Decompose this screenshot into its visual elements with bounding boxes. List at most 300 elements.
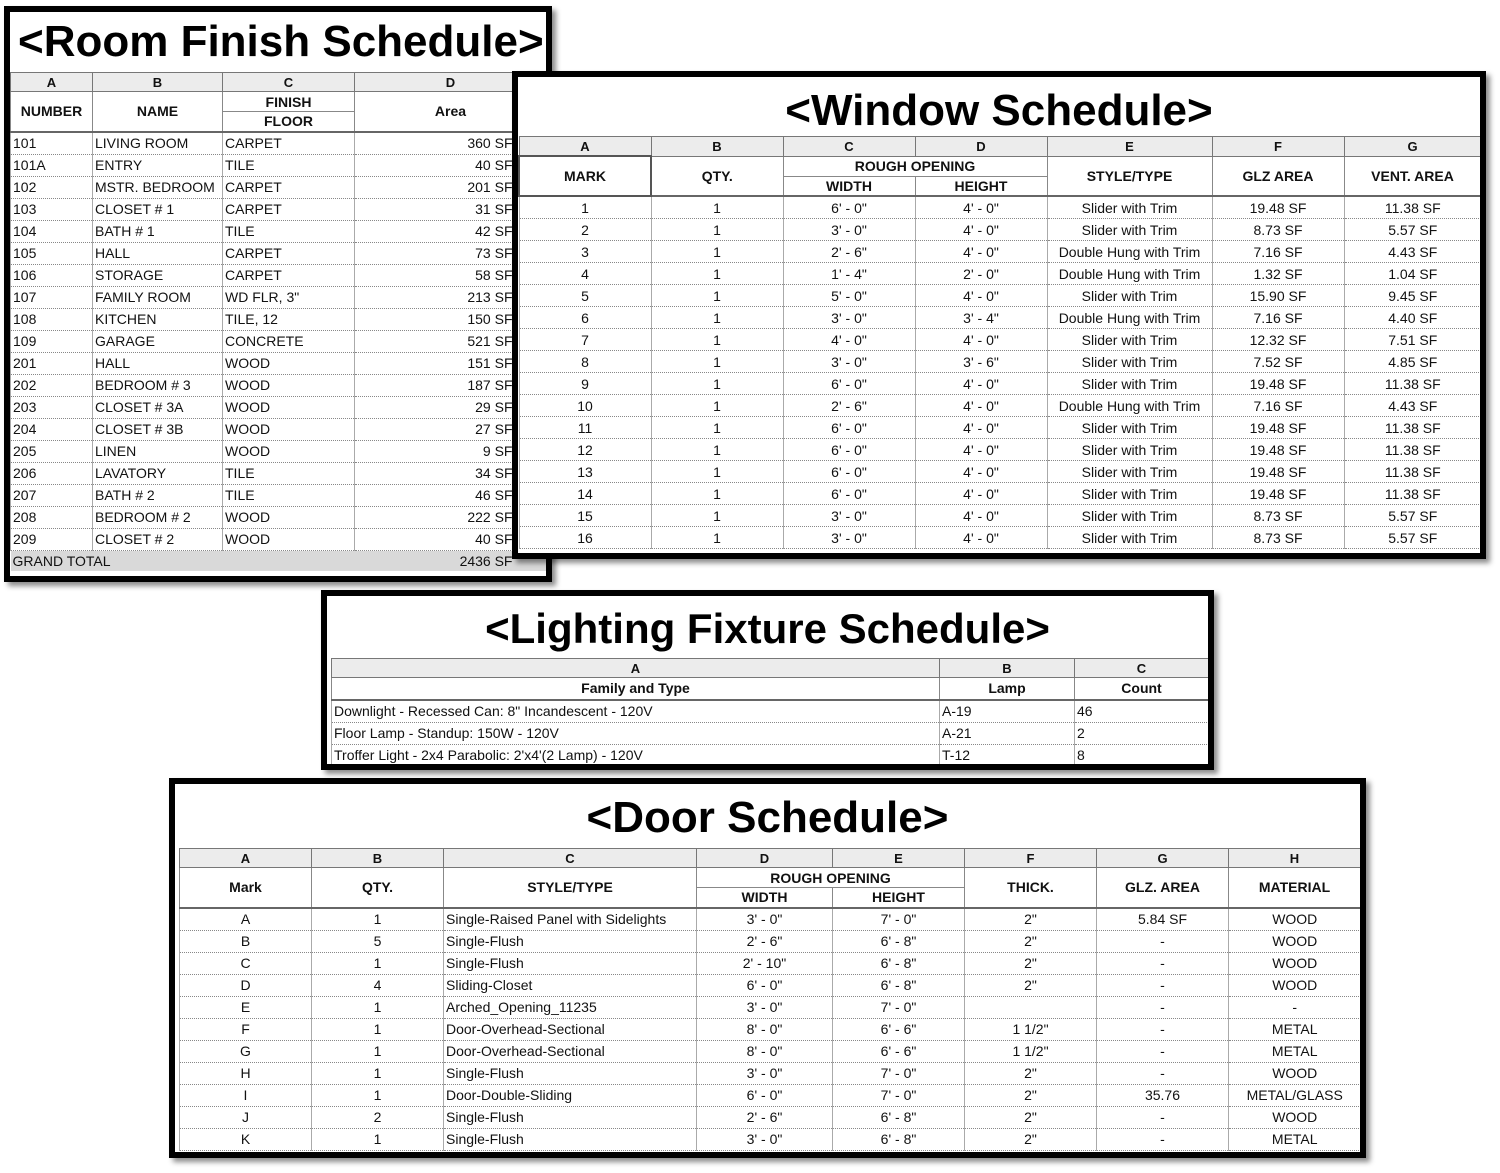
table-cell: 207 bbox=[11, 484, 93, 506]
table-cell: T-12 bbox=[940, 744, 1075, 766]
table-cell: 5.57 SF bbox=[1344, 527, 1481, 549]
table-cell: 35.76 bbox=[1097, 1084, 1229, 1106]
table-cell: Slider with Trim bbox=[1047, 439, 1212, 461]
room-finish-table bbox=[10, 72, 547, 571]
table-cell: 1 bbox=[651, 329, 783, 351]
table-row bbox=[519, 483, 1481, 505]
table-cell: Single-Flush bbox=[444, 1062, 697, 1084]
table-cell: 4' - 0" bbox=[915, 329, 1047, 351]
table-cell: 19.48 SF bbox=[1212, 417, 1344, 439]
table-row bbox=[11, 330, 547, 352]
table-cell: 5.57 SF bbox=[1344, 505, 1481, 527]
column-letter: A bbox=[11, 73, 93, 92]
table-row bbox=[180, 1040, 1361, 1062]
table-cell: 8 bbox=[1075, 744, 1209, 766]
table-cell: 4' - 0" bbox=[915, 219, 1047, 241]
table-cell: 42 SF bbox=[355, 220, 547, 242]
table-row bbox=[519, 196, 1481, 219]
table-cell: Single-Flush bbox=[444, 1128, 697, 1150]
table-row bbox=[11, 198, 547, 220]
table-cell: BATH # 1 bbox=[93, 220, 223, 242]
table-row bbox=[11, 440, 547, 462]
table-cell: 150 SF bbox=[355, 308, 547, 330]
table-cell: 2 bbox=[312, 1106, 444, 1128]
table-row bbox=[11, 462, 547, 484]
header-finish: FINISH bbox=[223, 92, 355, 112]
table-row bbox=[332, 744, 1209, 766]
table-cell: Double Hung with Trim bbox=[1047, 263, 1212, 285]
table-cell: Slider with Trim bbox=[1047, 483, 1212, 505]
table-cell: Single-Raised Panel with Sidelights bbox=[444, 908, 697, 931]
table-cell: 3 bbox=[519, 241, 651, 263]
table-cell: 6' - 8" bbox=[833, 1128, 965, 1150]
door-table bbox=[179, 848, 1361, 1151]
table-cell: 58 SF bbox=[355, 264, 547, 286]
table-cell: A-19 bbox=[940, 700, 1075, 723]
table-cell: - bbox=[1097, 930, 1229, 952]
table-cell: 5 bbox=[519, 285, 651, 307]
table-cell: 4.43 SF bbox=[1344, 395, 1481, 417]
table-cell: 2' - 0" bbox=[915, 263, 1047, 285]
table-cell: ENTRY bbox=[93, 154, 223, 176]
table-cell: TILE bbox=[223, 220, 355, 242]
table-cell: BEDROOM # 3 bbox=[93, 374, 223, 396]
table-cell: Arched_Opening_11235 bbox=[444, 996, 697, 1018]
table-cell: 40 SF bbox=[355, 154, 547, 176]
column-letters-row bbox=[11, 73, 547, 92]
table-cell: Single-Flush bbox=[444, 1106, 697, 1128]
table-cell: 4' - 0" bbox=[915, 461, 1047, 483]
table-cell: 5' - 0" bbox=[783, 285, 915, 307]
table-cell: Single-Flush bbox=[444, 930, 697, 952]
column-letter: B bbox=[312, 849, 444, 868]
table-cell: 3' - 0" bbox=[783, 505, 915, 527]
table-row bbox=[11, 396, 547, 418]
table-cell: 7' - 0" bbox=[833, 996, 965, 1018]
table-cell: Slider with Trim bbox=[1047, 373, 1212, 395]
table-cell: 1 bbox=[651, 439, 783, 461]
table-cell: 7.51 SF bbox=[1344, 329, 1481, 351]
table-cell: 34 SF bbox=[355, 462, 547, 484]
table-cell: 205 bbox=[11, 440, 93, 462]
table-cell: 2' - 10" bbox=[697, 952, 833, 974]
table-cell: - bbox=[1097, 1018, 1229, 1040]
table-cell: 3' - 0" bbox=[783, 351, 915, 373]
table-cell: E bbox=[180, 996, 312, 1018]
table-cell: CARPET bbox=[223, 176, 355, 198]
table-cell: 3' - 0" bbox=[697, 1062, 833, 1084]
table-cell: 1' - 4" bbox=[783, 263, 915, 285]
table-cell: WOOD bbox=[223, 528, 355, 550]
table-row bbox=[11, 308, 547, 330]
table-cell: D bbox=[180, 974, 312, 996]
table-row bbox=[180, 974, 1361, 996]
table-row bbox=[11, 528, 547, 550]
table-cell: 1 bbox=[651, 373, 783, 395]
table-cell: 4.40 SF bbox=[1344, 307, 1481, 329]
table-cell: 6 bbox=[519, 307, 651, 329]
room-finish-title: <Room Finish Schedule> bbox=[18, 17, 544, 66]
table-cell: 14 bbox=[519, 483, 651, 505]
table-cell: 2" bbox=[965, 974, 1097, 996]
table-cell: 108 bbox=[11, 308, 93, 330]
table-cell: 11.38 SF bbox=[1344, 373, 1481, 395]
table-cell: 13 bbox=[519, 461, 651, 483]
header-vent-area: VENT. AREA bbox=[1344, 156, 1481, 196]
table-cell: 19.48 SF bbox=[1212, 373, 1344, 395]
table-cell: 1 bbox=[651, 285, 783, 307]
header-thick: THICK. bbox=[965, 868, 1097, 908]
table-row bbox=[180, 1018, 1361, 1040]
table-row bbox=[180, 996, 1361, 1018]
lighting-title: <Lighting Fixture Schedule> bbox=[485, 605, 1050, 652]
table-cell: WOOD bbox=[223, 396, 355, 418]
table-cell: CARPET bbox=[223, 132, 355, 155]
lighting-fixture-schedule bbox=[321, 590, 1214, 770]
table-cell: 19.48 SF bbox=[1212, 483, 1344, 505]
header-glz-area: GLZ AREA bbox=[1212, 156, 1344, 196]
table-row bbox=[519, 219, 1481, 241]
table-cell bbox=[965, 996, 1097, 1018]
table-cell: 102 bbox=[11, 176, 93, 198]
table-cell: WOOD bbox=[1229, 1106, 1361, 1128]
table-cell: 19.48 SF bbox=[1212, 196, 1344, 219]
table-cell: CLOSET # 1 bbox=[93, 198, 223, 220]
table-cell: WOOD bbox=[1229, 952, 1361, 974]
table-cell: 3' - 0" bbox=[697, 908, 833, 931]
column-letter: A bbox=[519, 137, 651, 157]
table-row bbox=[519, 505, 1481, 527]
table-cell: 1 bbox=[651, 395, 783, 417]
table-cell: TILE bbox=[223, 154, 355, 176]
table-cell: Door-Double-Sliding bbox=[444, 1084, 697, 1106]
table-cell: 1 bbox=[651, 219, 783, 241]
table-cell: 5.57 SF bbox=[1344, 219, 1481, 241]
table-cell: 1 bbox=[651, 263, 783, 285]
header-style: STYLE/TYPE bbox=[1047, 156, 1212, 196]
header-height: HEIGHT bbox=[833, 888, 965, 908]
table-cell: 4' - 0" bbox=[915, 196, 1047, 219]
table-row bbox=[11, 418, 547, 440]
table-cell: 2" bbox=[965, 1128, 1097, 1150]
table-cell: 1 bbox=[651, 483, 783, 505]
header-area: Area bbox=[355, 92, 547, 132]
header-mark: Mark bbox=[180, 868, 312, 908]
table-cell: 46 bbox=[1075, 700, 1209, 723]
table-cell: 4' - 0" bbox=[915, 241, 1047, 263]
column-letter: E bbox=[833, 849, 965, 868]
table-cell: 16 bbox=[519, 527, 651, 549]
header-style: STYLE/TYPE bbox=[444, 868, 697, 908]
table-cell: KITCHEN bbox=[93, 308, 223, 330]
table-cell: 213 SF bbox=[355, 286, 547, 308]
column-letter: E bbox=[1047, 137, 1212, 157]
table-row bbox=[11, 220, 547, 242]
table-cell: 521 SF bbox=[355, 330, 547, 352]
table-cell: WD FLR, 3" bbox=[223, 286, 355, 308]
table-cell: Slider with Trim bbox=[1047, 196, 1212, 219]
table-cell: 103 bbox=[11, 198, 93, 220]
table-cell: 6' - 8" bbox=[833, 1106, 965, 1128]
table-cell: 104 bbox=[11, 220, 93, 242]
table-cell: 19.48 SF bbox=[1212, 439, 1344, 461]
table-cell: 12 bbox=[519, 439, 651, 461]
table-cell: Door-Overhead-Sectional bbox=[444, 1018, 697, 1040]
table-cell: 3' - 0" bbox=[783, 527, 915, 549]
table-row bbox=[519, 461, 1481, 483]
table-cell: 8.73 SF bbox=[1212, 505, 1344, 527]
table-cell: 10 bbox=[519, 395, 651, 417]
table-cell: 2" bbox=[965, 908, 1097, 931]
table-cell: Door-Overhead-Sectional bbox=[444, 1040, 697, 1062]
table-cell: 11.38 SF bbox=[1344, 196, 1481, 219]
table-row bbox=[519, 395, 1481, 417]
header-count: Count bbox=[1075, 678, 1209, 700]
table-cell: WOOD bbox=[223, 374, 355, 396]
table-cell: 151 SF bbox=[355, 352, 547, 374]
table-cell: 6' - 0" bbox=[783, 196, 915, 219]
table-cell: 2' - 6" bbox=[783, 241, 915, 263]
table-cell: 4' - 0" bbox=[915, 285, 1047, 307]
header-name: NAME bbox=[93, 92, 223, 132]
table-row bbox=[332, 700, 1209, 723]
table-row bbox=[519, 285, 1481, 307]
table-cell: CARPET bbox=[223, 242, 355, 264]
table-cell: 6' - 8" bbox=[833, 952, 965, 974]
table-cell: 101 bbox=[11, 132, 93, 155]
table-row bbox=[11, 506, 547, 528]
table-cell: C bbox=[180, 952, 312, 974]
table-cell: 2" bbox=[965, 1106, 1097, 1128]
table-row bbox=[332, 722, 1209, 744]
table-cell: 105 bbox=[11, 242, 93, 264]
table-row bbox=[519, 263, 1481, 285]
table-cell: 6' - 0" bbox=[783, 417, 915, 439]
table-cell: 4 bbox=[312, 974, 444, 996]
table-cell: CLOSET # 3A bbox=[93, 396, 223, 418]
table-cell: 27 SF bbox=[355, 418, 547, 440]
table-row bbox=[11, 132, 547, 155]
table-cell: 15 bbox=[519, 505, 651, 527]
table-row bbox=[519, 373, 1481, 395]
column-letter: H bbox=[1229, 849, 1361, 868]
table-cell: 109 bbox=[11, 330, 93, 352]
table-cell: 209 bbox=[11, 528, 93, 550]
table-cell: 4' - 0" bbox=[783, 329, 915, 351]
table-cell: Slider with Trim bbox=[1047, 329, 1212, 351]
header-mark: MARK bbox=[519, 156, 651, 196]
table-cell: BATH # 2 bbox=[93, 484, 223, 506]
door-title: <Door Schedule> bbox=[586, 793, 949, 842]
table-cell: B bbox=[180, 930, 312, 952]
header-height: HEIGHT bbox=[915, 176, 1047, 196]
table-cell: 1 bbox=[312, 1128, 444, 1150]
table-cell: 3' - 6" bbox=[915, 351, 1047, 373]
column-letter: G bbox=[1344, 137, 1481, 157]
table-cell: I bbox=[180, 1084, 312, 1106]
column-letter: F bbox=[965, 849, 1097, 868]
table-cell: METAL/GLASS bbox=[1229, 1084, 1361, 1106]
table-cell: 8 bbox=[519, 351, 651, 373]
table-cell: Slider with Trim bbox=[1047, 351, 1212, 373]
table-cell: 1 bbox=[651, 417, 783, 439]
table-cell: TILE bbox=[223, 462, 355, 484]
column-letter: B bbox=[940, 659, 1075, 678]
lighting-table bbox=[331, 658, 1209, 767]
table-cell: LAVATORY bbox=[93, 462, 223, 484]
table-cell: WOOD bbox=[223, 352, 355, 374]
table-cell: 1 bbox=[312, 1084, 444, 1106]
table-cell: 208 bbox=[11, 506, 93, 528]
table-cell: Double Hung with Trim bbox=[1047, 241, 1212, 263]
table-cell: 3' - 0" bbox=[697, 1128, 833, 1150]
table-cell: 1.04 SF bbox=[1344, 263, 1481, 285]
table-cell: Single-Flush bbox=[444, 952, 697, 974]
table-cell: 6' - 6" bbox=[833, 1040, 965, 1062]
table-cell: 7' - 0" bbox=[833, 1084, 965, 1106]
table-cell: 2 bbox=[519, 219, 651, 241]
table-cell: - bbox=[1097, 1106, 1229, 1128]
table-cell: 7' - 0" bbox=[833, 1062, 965, 1084]
table-cell: 1.32 SF bbox=[1212, 263, 1344, 285]
table-cell: 101A bbox=[11, 154, 93, 176]
table-cell: 6' - 6" bbox=[833, 1018, 965, 1040]
table-cell: 3' - 0" bbox=[783, 307, 915, 329]
table-cell: 204 bbox=[11, 418, 93, 440]
table-cell: J bbox=[180, 1106, 312, 1128]
grand-total-label: GRAND TOTAL bbox=[11, 550, 355, 571]
table-cell: 6' - 8" bbox=[833, 974, 965, 996]
table-cell: 11.38 SF bbox=[1344, 483, 1481, 505]
table-cell: 5.84 SF bbox=[1097, 908, 1229, 931]
table-cell: 4' - 0" bbox=[915, 417, 1047, 439]
table-row bbox=[11, 264, 547, 286]
table-cell: 206 bbox=[11, 462, 93, 484]
table-cell: 1 bbox=[651, 241, 783, 263]
table-cell: 9 SF bbox=[355, 440, 547, 462]
table-cell: Slider with Trim bbox=[1047, 219, 1212, 241]
table-cell: Slider with Trim bbox=[1047, 505, 1212, 527]
table-cell: 73 SF bbox=[355, 242, 547, 264]
table-row bbox=[180, 1128, 1361, 1150]
table-cell: 187 SF bbox=[355, 374, 547, 396]
table-cell: 1 bbox=[312, 1062, 444, 1084]
table-cell: WOOD bbox=[1229, 908, 1361, 931]
table-cell: 7.16 SF bbox=[1212, 395, 1344, 417]
table-cell: 29 SF bbox=[355, 396, 547, 418]
table-cell: F bbox=[180, 1018, 312, 1040]
table-cell: Troffer Light - 2x4 Parabolic: 2'x4'(2 Lamp) - 120V bbox=[332, 744, 940, 766]
table-row bbox=[180, 930, 1361, 952]
table-cell: - bbox=[1097, 1040, 1229, 1062]
header-lamp: Lamp bbox=[940, 678, 1075, 700]
table-cell: LINEN bbox=[93, 440, 223, 462]
room-finish-schedule bbox=[4, 6, 552, 582]
door-schedule bbox=[169, 778, 1366, 1158]
table-cell: METAL bbox=[1229, 1040, 1361, 1062]
table-cell: HALL bbox=[93, 352, 223, 374]
table-cell: A-21 bbox=[940, 722, 1075, 744]
table-cell: 4' - 0" bbox=[915, 395, 1047, 417]
table-cell: - bbox=[1229, 996, 1361, 1018]
table-cell: 1 bbox=[651, 351, 783, 373]
grand-total-value: 2436 SF bbox=[355, 550, 547, 571]
table-cell: 11 bbox=[519, 417, 651, 439]
table-row bbox=[11, 242, 547, 264]
table-cell: 1 bbox=[312, 952, 444, 974]
table-cell: 1 bbox=[651, 461, 783, 483]
table-cell: 106 bbox=[11, 264, 93, 286]
table-cell: 1 bbox=[651, 196, 783, 219]
table-cell: HALL bbox=[93, 242, 223, 264]
table-cell: 201 bbox=[11, 352, 93, 374]
header-material: MATERIAL bbox=[1229, 868, 1361, 908]
table-row bbox=[180, 1062, 1361, 1084]
table-cell: 8' - 0" bbox=[697, 1040, 833, 1062]
table-cell: WOOD bbox=[1229, 974, 1361, 996]
table-cell: 4' - 0" bbox=[915, 527, 1047, 549]
table-cell: WOOD bbox=[223, 418, 355, 440]
table-cell: 6' - 0" bbox=[697, 974, 833, 996]
column-letter: B bbox=[651, 137, 783, 157]
table-cell: 1 bbox=[312, 996, 444, 1018]
table-cell: 4' - 0" bbox=[915, 373, 1047, 395]
table-cell: 1 bbox=[651, 505, 783, 527]
table-cell: 6' - 0" bbox=[783, 483, 915, 505]
table-cell: Floor Lamp - Standup: 150W - 120V bbox=[332, 722, 940, 744]
table-cell: 7.16 SF bbox=[1212, 307, 1344, 329]
table-cell: WOOD bbox=[1229, 930, 1361, 952]
table-cell: - bbox=[1097, 1128, 1229, 1150]
table-cell: 7.16 SF bbox=[1212, 241, 1344, 263]
header-width: WIDTH bbox=[697, 888, 833, 908]
table-cell: Slider with Trim bbox=[1047, 285, 1212, 307]
table-cell: 2' - 6" bbox=[783, 395, 915, 417]
table-cell: CONCRETE bbox=[223, 330, 355, 352]
table-cell: 8.73 SF bbox=[1212, 527, 1344, 549]
table-cell: 1 bbox=[312, 908, 444, 931]
table-cell: 9.45 SF bbox=[1344, 285, 1481, 307]
table-cell: Slider with Trim bbox=[1047, 527, 1212, 549]
table-cell: 12.32 SF bbox=[1212, 329, 1344, 351]
table-cell: 6' - 8" bbox=[833, 930, 965, 952]
table-row bbox=[11, 176, 547, 198]
table-cell: 201 SF bbox=[355, 176, 547, 198]
table-cell: Slider with Trim bbox=[1047, 461, 1212, 483]
table-cell: 1 bbox=[519, 196, 651, 219]
table-cell: 7 bbox=[519, 329, 651, 351]
table-cell: BEDROOM # 2 bbox=[93, 506, 223, 528]
column-letter: F bbox=[1212, 137, 1344, 157]
table-cell: 2" bbox=[965, 1084, 1097, 1106]
table-cell: 2 bbox=[1075, 722, 1209, 744]
table-row bbox=[519, 329, 1481, 351]
table-cell: 3' - 0" bbox=[697, 996, 833, 1018]
table-cell: 6' - 0" bbox=[783, 439, 915, 461]
table-cell: 2' - 6" bbox=[697, 930, 833, 952]
table-cell: WOOD bbox=[223, 440, 355, 462]
header-glz-area: GLZ. AREA bbox=[1097, 868, 1229, 908]
header-family-type: Family and Type bbox=[332, 678, 940, 700]
window-schedule bbox=[512, 71, 1486, 559]
table-cell: 222 SF bbox=[355, 506, 547, 528]
table-cell: CARPET bbox=[223, 264, 355, 286]
table-cell: 4 bbox=[519, 263, 651, 285]
table-row bbox=[519, 241, 1481, 263]
table-cell: 203 bbox=[11, 396, 93, 418]
table-cell: 2" bbox=[965, 1062, 1097, 1084]
table-cell: 11.38 SF bbox=[1344, 417, 1481, 439]
